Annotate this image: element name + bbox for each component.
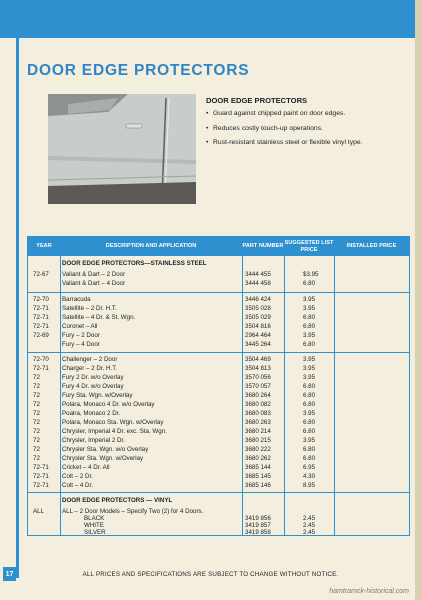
description-cell: ALL – 2 Door Models – Specify Two (2) for 4 Doors. (62, 508, 204, 515)
price-cell: 6.80 (303, 446, 316, 453)
year-cell: 72-71 (33, 305, 49, 312)
price-cell: 6.80 (303, 401, 316, 408)
year-cell: 72-71 (33, 473, 49, 480)
table-row (28, 418, 409, 427)
left-margin-stripe (16, 38, 19, 578)
header-installed-price: INSTALLED PRICE (346, 243, 397, 250)
features-panel (206, 96, 391, 153)
table-row (28, 364, 409, 373)
year-cell: 72 (33, 383, 40, 390)
table-row (28, 304, 409, 313)
section-divider (28, 352, 409, 353)
year-cell: 72-71 (33, 323, 49, 330)
table-row (28, 313, 409, 322)
part-number-cell: 3504 816 (245, 323, 271, 330)
part-number-cell: 3680 082 (245, 401, 271, 408)
part-number-cell: 3504 813 (245, 365, 271, 372)
year-cell: 72 (33, 419, 40, 426)
price-cell: 3.95 (303, 356, 316, 363)
year-cell: 72 (33, 374, 40, 381)
price-cell: 6.80 (303, 341, 316, 348)
description-cell: Polara, Monaco 4 Dr. w/o Overlay (62, 401, 155, 408)
price-cell: 3.95 (303, 374, 316, 381)
part-number-cell: 3504 469 (245, 356, 271, 363)
part-number-cell: 3680 262 (245, 455, 271, 462)
year-cell: 72-71 (33, 314, 49, 321)
part-number-cell: 3680 083 (245, 410, 271, 417)
price-cell: 3.95 (303, 296, 316, 303)
table-row (28, 427, 409, 436)
features-title: DOOR EDGE PROTECTORS (206, 96, 308, 105)
table-row (28, 400, 409, 409)
price-cell: 3.95 (303, 410, 316, 417)
price-cell: 6.80 (303, 383, 316, 390)
year-cell: 72 (33, 392, 40, 399)
part-number-cell: 3680 214 (245, 428, 271, 435)
table-row (28, 436, 409, 445)
price-cell: 3.95 (303, 332, 316, 339)
bullet-icon: • (206, 124, 209, 132)
description-cell: Fury – 4 Door (62, 341, 100, 348)
description-cell: Chrysler Sta. Wgn. w/o Overlay (62, 446, 149, 453)
year-cell: 72 (33, 410, 40, 417)
price-cell: 6.80 (303, 419, 316, 426)
section-title-row (28, 496, 409, 505)
year-cell: 72 (33, 446, 40, 453)
year-cell: 72 (33, 455, 40, 462)
price-cell: 4.30 (303, 473, 316, 480)
footer-disclaimer: ALL PRICES AND SPECIFICATIONS ARE SUBJECT TO CHANGE WITHOUT NOTICE. (82, 571, 339, 578)
part-number-cell: 3680 264 (245, 392, 271, 399)
description-cell: Chrysler Sta. Wgn. w/Overlay (62, 455, 144, 462)
feature-item (206, 124, 391, 134)
description-cell: Challenger – 2 Door (62, 356, 118, 363)
year-cell: 72 (33, 401, 40, 408)
price-cell: 3.95 (303, 305, 316, 312)
part-number-cell: 3505 028 (245, 305, 271, 312)
table-row (28, 382, 409, 391)
price-cell: 6.80 (303, 280, 316, 287)
year-cell: 72-71 (33, 365, 49, 372)
feature-text: Reduces costly touch-up operations. (213, 124, 323, 132)
table-row (28, 279, 409, 288)
part-number-cell: 3419 856 (245, 515, 271, 522)
features-list (206, 109, 391, 148)
description-cell: Cricket – 4 Dr. All (62, 464, 110, 471)
description-cell: Colt – 4 Dr. (62, 482, 93, 489)
price-cell: 6.80 (303, 428, 316, 435)
description-cell: Satellite – 2 Dr. H.T. (62, 305, 117, 312)
description-cell: Colt – 2 Dr. (62, 473, 93, 480)
price-cell: 6.80 (303, 323, 316, 330)
table-header (28, 237, 409, 256)
description-cell: Poalra, Monaco 2 Dr. (62, 410, 121, 417)
part-number-cell: 2964 464 (245, 332, 271, 339)
car-door-illustration (48, 94, 196, 204)
description-cell: Chrysler, Imperial 4 Dr. exc. Sta. Wgn. (62, 428, 167, 435)
door-edge-photo (48, 94, 196, 204)
price-cell: 8.95 (303, 482, 316, 489)
part-number-cell: 3419 857 (245, 522, 271, 529)
table-row (28, 481, 409, 490)
description-cell: SILVER (84, 529, 106, 536)
price-cell: 2.45 (303, 529, 316, 536)
part-number-cell: 3419 858 (245, 529, 271, 536)
price-cell: 3.95 (303, 437, 316, 444)
feature-item (206, 109, 391, 119)
page-edge-shadow (415, 0, 421, 600)
price-cell: 2.45 (303, 515, 316, 522)
description-cell: Fury 2 Dr. w/o Overlay (62, 374, 124, 381)
header-year: YEAR (36, 243, 52, 250)
feature-text: Guard against chipped paint on door edges. (213, 110, 346, 117)
description-cell: Coronet – All (62, 323, 98, 330)
page-number: 17 (3, 567, 16, 581)
section-title-row (28, 259, 409, 268)
table-row (28, 270, 409, 279)
feature-item (206, 138, 391, 148)
year-cell: ALL (33, 508, 45, 515)
year-cell: 72 (33, 437, 40, 444)
section-title: DOOR EDGE PROTECTORS — VINYL (62, 497, 173, 504)
price-cell: $3.95 (303, 271, 319, 278)
part-number-cell: 3685 145 (245, 473, 271, 480)
description-cell: Chrysler, Imperial 2 Dr. (62, 437, 125, 444)
description-cell: Barracuda (62, 296, 91, 303)
part-number-cell: 3685 146 (245, 482, 271, 489)
part-number-cell: 3570 057 (245, 383, 271, 390)
section-divider (28, 292, 409, 293)
year-cell: 72-69 (33, 332, 49, 339)
description-cell: Valiant & Dart – 2 Door (62, 271, 126, 278)
year-cell: 72-70 (33, 296, 49, 303)
part-number-cell: 3444 458 (245, 280, 271, 287)
page-title: DOOR EDGE PROTECTORS (27, 62, 250, 79)
year-cell: 72-70 (33, 356, 49, 363)
price-cell: 6.80 (303, 392, 316, 399)
description-cell: Fury Sta. Wgn. w/Overlay (62, 392, 133, 399)
bullet-icon: • (206, 139, 209, 146)
price-cell: 6.80 (303, 314, 316, 321)
table-row (28, 463, 409, 472)
description-cell: WHITE (84, 522, 104, 529)
description-cell: Polara, Monaco Sta. Wgn. w/Overlay (62, 419, 164, 426)
top-color-bar (0, 0, 421, 38)
feature-text: Rust-resistant stainless steel or flexible vinyl type. (213, 139, 363, 146)
part-number-cell: 3446 424 (245, 296, 271, 303)
section-divider (28, 492, 409, 493)
price-cell: 2.45 (303, 522, 316, 529)
header-part-number: PART NUMBER (242, 243, 284, 250)
part-number-cell: 3444 455 (245, 271, 271, 278)
part-number-cell: 3685 144 (245, 464, 271, 471)
table-row (28, 322, 409, 331)
description-cell: Satellite – 4 Dr. & St. Wgn. (62, 314, 136, 321)
table-row (28, 331, 409, 340)
part-number-cell: 3680 215 (245, 437, 271, 444)
header-description: DESCRIPTION AND APPLICATION (105, 243, 197, 250)
part-number-cell: 3570 056 (245, 374, 271, 381)
table-row (28, 391, 409, 400)
description-cell: Valiant & Dart – 4 Door (62, 280, 126, 287)
year-cell: 72-71 (33, 464, 49, 471)
table-row (28, 340, 409, 349)
table-row (28, 409, 409, 418)
table-row (28, 355, 409, 364)
table-row (28, 295, 409, 304)
table-row (28, 445, 409, 454)
table-row (28, 454, 409, 463)
table-row (28, 373, 409, 382)
year-cell: 72-67 (33, 271, 49, 278)
table-row (28, 472, 409, 481)
description-cell: Fury 4 Dr. w/o Overlay (62, 383, 124, 390)
price-table (27, 236, 410, 536)
description-cell: BLACK (84, 515, 105, 522)
header-list-price: SUGGESTED LIST PRICE (284, 240, 334, 253)
description-cell: Fury – 2 Door (62, 332, 100, 339)
part-number-cell: 3680 222 (245, 446, 271, 453)
bullet-icon: • (206, 110, 209, 117)
year-cell: 72-71 (33, 482, 49, 489)
part-number-cell: 3445 264 (245, 341, 271, 348)
year-cell: 72 (33, 428, 40, 435)
price-cell: 6.80 (303, 455, 316, 462)
price-cell: 6.95 (303, 464, 316, 471)
part-number-cell: 3505 029 (245, 314, 271, 321)
description-cell: Charger – 2 Dr. H.T. (62, 365, 118, 372)
table-row (28, 528, 409, 537)
price-cell: 3.95 (303, 365, 316, 372)
part-number-cell: 3680 263 (245, 419, 271, 426)
watermark-text: hamtramck-historical.com (329, 588, 409, 595)
section-title: DOOR EDGE PROTECTORS—STAINLESS STEEL (62, 260, 207, 267)
